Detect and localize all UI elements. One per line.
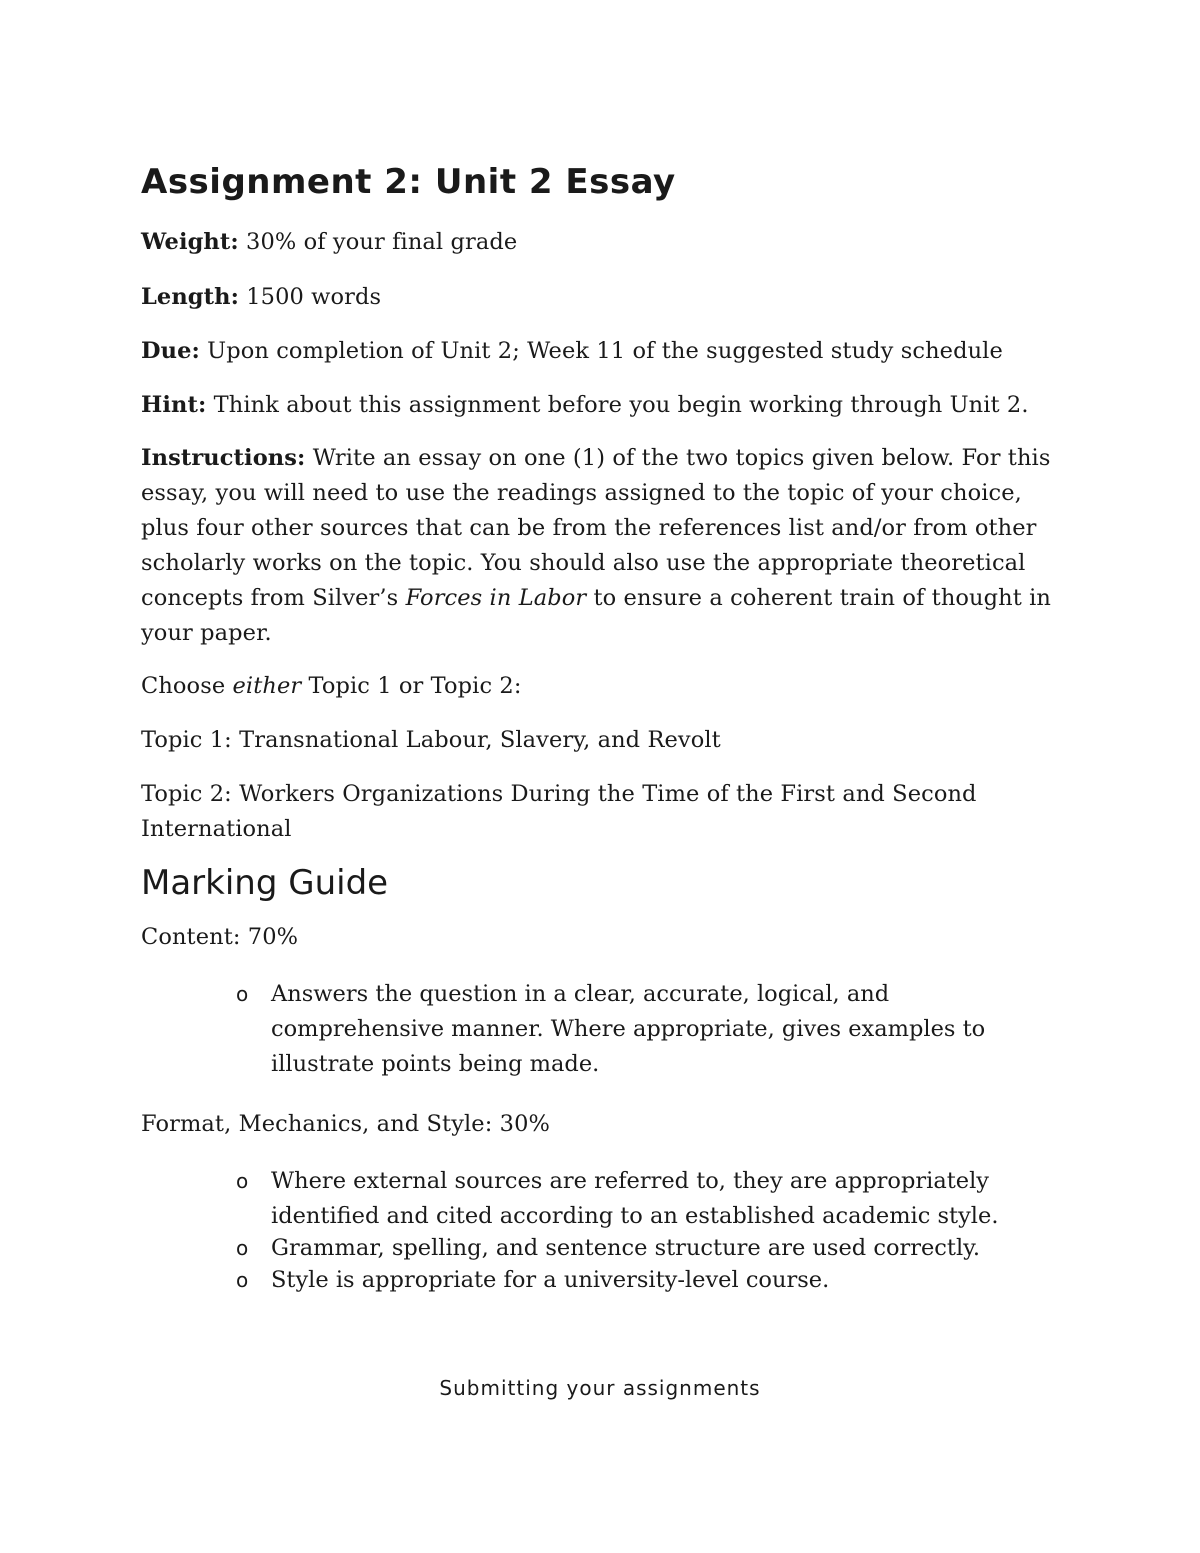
- choose-before: Choose: [141, 673, 233, 699]
- format-criterion-text: Where external sources are referred to, they are appropriately identified and cited according to an established academic style.: [271, 1168, 999, 1229]
- content-criteria-list: [141, 977, 1061, 1082]
- weight-label: Weight:: [141, 229, 239, 255]
- content-weight-label: Content: 70%: [141, 924, 299, 950]
- document-page: [141, 150, 1061, 1298]
- due-line: [141, 334, 1061, 369]
- weight-line: [141, 225, 1061, 260]
- list-item: [236, 977, 1061, 1082]
- bullet-icon: o: [236, 982, 249, 1006]
- bullet-icon: o: [236, 1236, 249, 1260]
- length-line: [141, 280, 1061, 315]
- marking-guide-heading: Marking Guide: [141, 863, 389, 903]
- instructions-paragraph: [141, 441, 1061, 651]
- list-item: [236, 1263, 1061, 1298]
- format-weight-label: Format, Mechanics, and Style: 30%: [141, 1111, 550, 1137]
- hint-label: Hint:: [141, 392, 207, 418]
- bullet-icon: o: [236, 1169, 249, 1193]
- topic-1: Topic 1: Transnational Labour, Slavery, and Revolt: [141, 727, 721, 753]
- topic-2: Topic 2: Workers Organizations During the Time of the First and Second International: [141, 781, 977, 842]
- due-value: Upon completion of Unit 2; Week 11 of the suggested study schedule: [199, 338, 1003, 364]
- content-criterion-text: Answers the question in a clear, accurate, logical, and comprehensive manner. Where appropriate, gives examples to illustrate points being made.: [271, 981, 986, 1077]
- length-label: Length:: [141, 284, 239, 310]
- choose-line: [141, 669, 1061, 704]
- choose-after: Topic 1 or Topic 2:: [301, 673, 522, 699]
- instructions-book-title: Forces in Labor: [405, 585, 587, 611]
- weight-value: 30% of your final grade: [238, 229, 518, 255]
- list-item: [236, 1231, 1061, 1266]
- length-value: 1500 words: [238, 284, 382, 310]
- instructions-text-before: Write an essay on one (1) of the two topics given below. For this essay, you will need to use the readings assigned to the topic of your choice, plus four other sources that can be from the references list and/or from other scholarly works on the topic. You should also use the appropriate theoretical concepts from Silver’s: [141, 445, 1051, 611]
- submitting-assignments-footer: Submitting your assignments: [439, 1376, 761, 1400]
- instructions-text-after: to ensure a coherent train of thought in your paper.: [141, 585, 1052, 646]
- choose-italic: either: [232, 673, 302, 699]
- bullet-icon: o: [236, 1268, 249, 1292]
- hint-value: Think about this assignment before you begin working through Unit 2.: [206, 392, 1029, 418]
- list-item: [236, 1164, 1061, 1234]
- instructions-label: Instructions:: [141, 445, 306, 471]
- format-criteria-list: [141, 1164, 1061, 1298]
- page-title: Assignment 2: Unit 2 Essay: [141, 162, 676, 202]
- format-criterion-text: Grammar, spelling, and sentence structure are used correctly.: [271, 1235, 981, 1261]
- hint-line: [141, 388, 1061, 423]
- due-label: Due:: [141, 338, 200, 364]
- format-criterion-text: Style is appropriate for a university-level course.: [271, 1267, 830, 1293]
